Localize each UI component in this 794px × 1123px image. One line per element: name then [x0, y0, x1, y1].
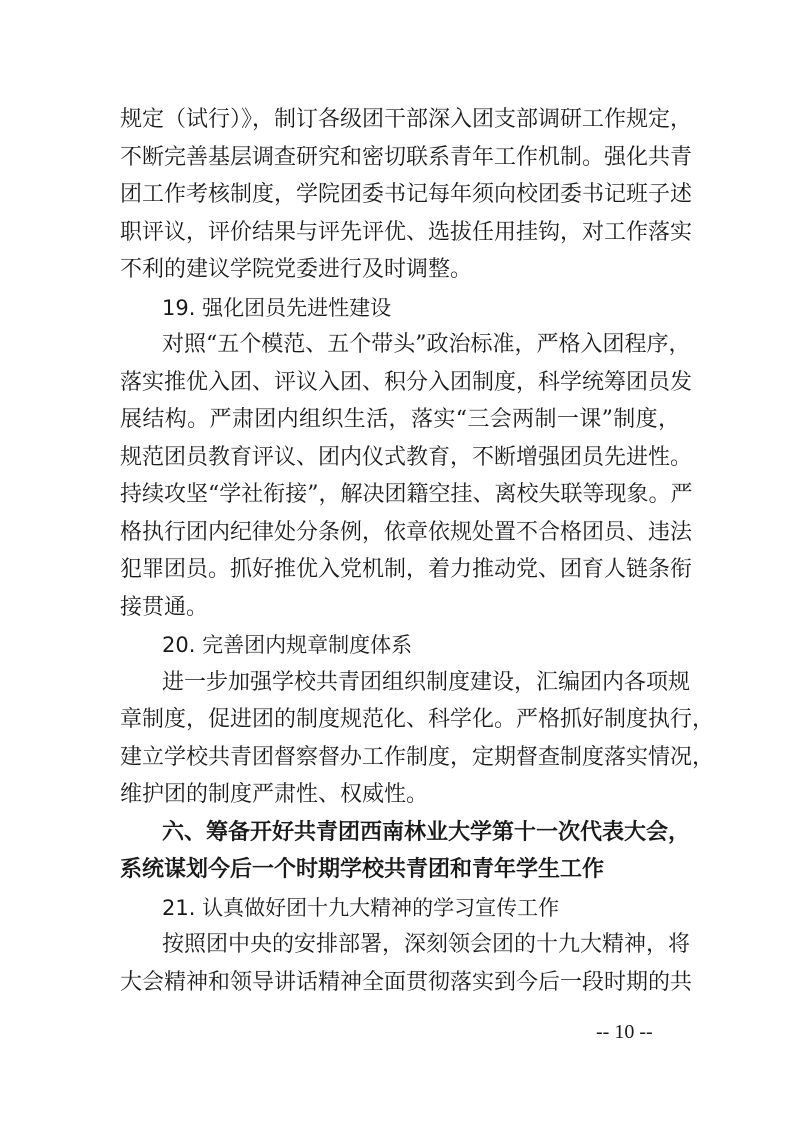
- body-line: 团工作考核制度，学院团委书记每年须向校团委书记班子述: [120, 182, 693, 207]
- body-line: 不断完善基层调查研究和密切联系青年工作机制。强化共青: [120, 145, 693, 170]
- page-number: -- 10 --: [596, 1021, 653, 1043]
- body-line: 按照团中央的安排部署，深刻领会团的十九大精神，将: [162, 932, 691, 957]
- section-heading: 六、筹备开好共青团西南林业大学第十一次代表大会，: [162, 820, 691, 845]
- body-line: 进一步加强学校共青团组织制度建设，汇编团内各项规: [162, 670, 691, 695]
- subsection-heading: 20. 完善团内规章制度体系: [162, 633, 413, 657]
- body-line: 接贯通。: [120, 595, 209, 620]
- subsection-heading: 21. 认真做好团十九大精神的学习宣传工作: [162, 896, 560, 920]
- body-line: 章制度，促进团的制度规范化、科学化。严格抓好制度执行，: [120, 707, 715, 732]
- section-heading: 系统谋划今后一个时期学校共青团和青年学生工作: [120, 857, 605, 882]
- body-line: 对照“五个模范、五个带头”政治标准，严格入团程序，: [162, 332, 691, 357]
- body-line: 犯罪团员。抓好推优入党机制，着力推动党、团育人链条衔: [120, 557, 693, 582]
- body-line: 持续攻坚“学社衔接”，解决团籍空挂、离校失联等现象。严: [120, 482, 693, 507]
- body-line: 规范团员教育评议、团内仪式教育，不断增强团员先进性。: [120, 445, 693, 470]
- body-line: 不利的建议学院党委进行及时调整。: [120, 257, 473, 282]
- body-line: 维护团的制度严肃性、权威性。: [120, 782, 429, 807]
- subsection-heading: 19. 强化团员先进性建设: [162, 296, 392, 320]
- body-line: 落实推优入团、评议入团、积分入团制度，科学统筹团员发: [120, 370, 693, 395]
- body-line: 职评议，评价结果与评先评优、选拔任用挂钩，对工作落实: [120, 220, 693, 245]
- body-line: 建立学校共青团督察督办工作制度，定期督查制度落实情况，: [120, 745, 715, 770]
- body-line: 规定（试行）》，制订各级团干部深入团支部调研工作规定，: [120, 107, 693, 132]
- body-line: 展结构。严肃团内组织生活，落实“三会两制一课”制度，: [120, 407, 680, 432]
- body-line: 大会精神和领导讲话精神全面贯彻落实到今后一段时期的共: [120, 970, 693, 995]
- body-line: 格执行团内纪律处分条例，依章依规处置不合格团员、违法: [120, 520, 693, 545]
